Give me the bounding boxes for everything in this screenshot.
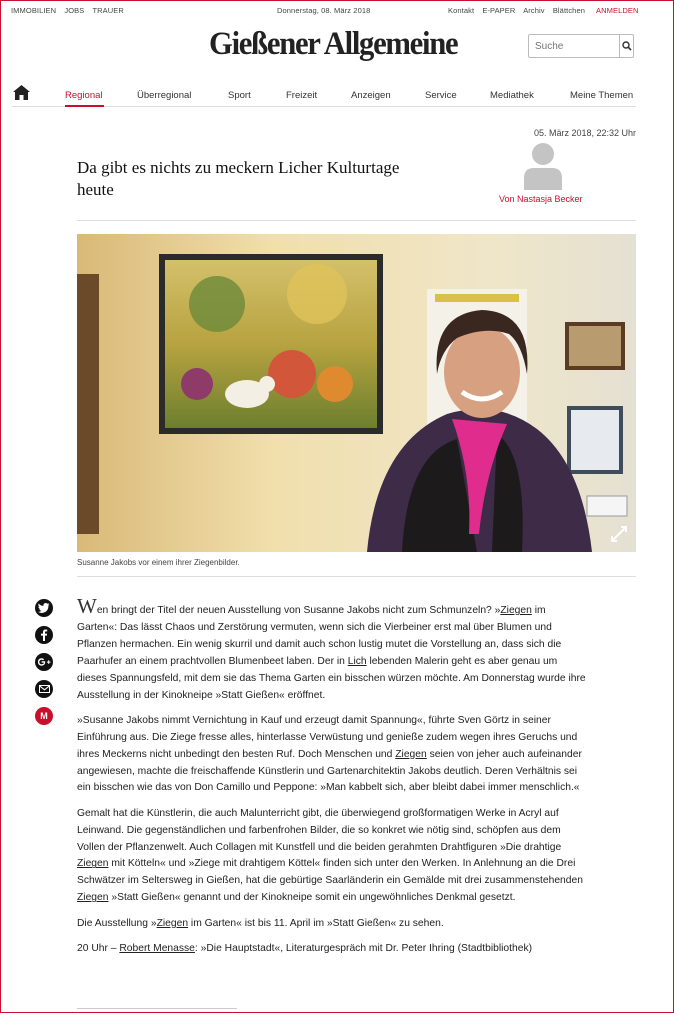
- link-immobilien[interactable]: IMMOBILIEN: [11, 6, 57, 15]
- email-icon[interactable]: [35, 680, 53, 698]
- login-link[interactable]: ANMELDEN: [596, 6, 639, 15]
- article-datetime: 05. März 2018, 22:32 Uhr: [533, 128, 636, 138]
- article-photo[interactable]: [77, 234, 636, 552]
- nav-item-mediathek[interactable]: Mediathek: [490, 90, 534, 101]
- link-robert-menasse[interactable]: Robert Menasse: [119, 942, 195, 954]
- link-archiv[interactable]: Archiv: [523, 6, 545, 15]
- text: im Garten« ist bis 11. April im »Statt Gießen« zu sehen.: [188, 917, 444, 929]
- search-input[interactable]: [529, 35, 619, 57]
- photo-caption: Susanne Jakobs vor einem ihrer Ziegenbilder.: [77, 558, 240, 567]
- link-lich[interactable]: Lich: [347, 655, 367, 667]
- link-blaettchen[interactable]: Blättchen: [552, 6, 585, 15]
- link-epaper[interactable]: E-PAPER: [482, 6, 516, 15]
- article-title: Da gibt es nichts zu meckern Licher Kulturtage heute: [77, 158, 400, 199]
- paragraph: [77, 941, 587, 958]
- paragraph: [77, 806, 587, 907]
- link-jobs[interactable]: JOBS: [64, 6, 85, 15]
- text: mit Kötteln« und »Ziege mit drahtigem Köttel« finden sich unter den Werken. In Anlehnung an die Drei Schwätzer im Seltersweg in Gießen, hat die gebürtige Saarländerin ein Gemälde mit drei zusammenstehenden: [77, 858, 583, 887]
- text: en bringt der Titel der neuen Ausstellung von Susanne Jakobs nicht zum Schmunzeln? »: [96, 605, 501, 616]
- paragraph: [77, 594, 587, 704]
- text: im Garten«: Das lässt Chaos und Zerstörung vermuten, wenn sich die Vierbeiner erst mal über Blumen und Pflanzen hermachen. Ein wenig skurril und damit auch schon lustig mutet die Vorstellung an, dass sich die Paarhufer an einem prachtvollen Blumenbeet laben. Der in: [77, 605, 562, 667]
- facebook-icon[interactable]: [35, 626, 53, 644]
- text: seien von jeher auch aufeinander angewiesen, machte die freischaffende Künstlerin und Gartenarchitektin Jakobs deutlich. Deren Verhältnis sei ein bisschen wie das von Don Camillo und Peppone: »Man kabbelt sich, aber bleibt dabei immer menschlich.«: [77, 748, 582, 794]
- google-plus-icon[interactable]: [35, 653, 53, 671]
- link-trauer[interactable]: TRAUER: [92, 6, 124, 15]
- top-date: Donnerstag, 08. März 2018: [277, 6, 371, 15]
- divider: [77, 576, 636, 577]
- m-icon[interactable]: M: [35, 707, 53, 725]
- text: 20 Uhr –: [77, 942, 120, 954]
- top-left-links: [11, 6, 130, 15]
- paragraph: [77, 713, 587, 798]
- link-ziegen[interactable]: Ziegen: [156, 917, 189, 929]
- paragraph: [77, 916, 587, 933]
- nav-item-anzeigen[interactable]: Anzeigen: [351, 90, 391, 101]
- divider: [77, 1008, 237, 1009]
- twitter-icon[interactable]: [35, 599, 53, 617]
- text: lebenden Malerin geht es aber genau um dieses Spannungsfeld, mit dem sie das Thema Garten ein bisschen würzen möchte. Am Donnerstag wurde ihre Ausstellung in der Kinokneipe »Statt Gießen« eröffnet.: [77, 655, 586, 701]
- search-box: [528, 34, 634, 58]
- nav-item-freizeit[interactable]: Freizeit: [286, 90, 318, 101]
- nav-active-indicator: [65, 105, 104, 107]
- nav-item-ueberregional[interactable]: Überregional: [137, 90, 192, 101]
- article-author[interactable]: Von Nastasja Becker: [499, 194, 583, 204]
- top-right-links: [448, 6, 591, 15]
- nav-item-service[interactable]: Service: [425, 90, 457, 101]
- author-avatar-icon: [524, 142, 562, 190]
- link-ziegen[interactable]: Ziegen: [77, 858, 109, 870]
- social-share: [35, 599, 53, 734]
- text: Gemalt hat die Künstlerin, die auch Malunterricht gibt, die überwiegend großformatigen Werke in Acryl auf Leinwand. Die gegenständlichen und farbenfrohen Bilder, die so konkret wie nötig sind, schöpfen aus dem Vollen der Pflanzenwelt. Auch Collagen mit Kunstfell und die beiden gerahmten Drahtfiguren »Die drahtige: [77, 807, 562, 853]
- link-kontakt[interactable]: Kontakt: [448, 6, 475, 15]
- link-ziegen[interactable]: Ziegen: [395, 748, 427, 760]
- text: »Statt Gießen« genannt und der Kinokneipe somit ein ungewöhnliches Denkmal gesetzt.: [108, 892, 516, 904]
- search-icon: [622, 41, 632, 51]
- main-nav: [12, 84, 636, 107]
- divider: [77, 220, 636, 221]
- home-icon[interactable]: [12, 84, 31, 101]
- dropcap: W: [77, 594, 97, 618]
- text: »Susanne Jakobs nimmt Vernichtung in Kauf und erzeugt damit Spannung«, führte Sven Görtz in seiner Einführung aus. Die Ziege fresse alles, hinterlasse Verwüstung und genieße zudem wegen ihres Geruchs und ihres Meckerns nicht unbedingt den besten Ruf. Doch Menschen und: [77, 714, 578, 760]
- nav-item-regional[interactable]: Regional: [65, 90, 103, 101]
- text: Die Ausstellung »: [77, 917, 157, 929]
- link-ziegen[interactable]: Ziegen: [500, 605, 532, 616]
- article-body: [77, 594, 587, 966]
- photo-illustration: [77, 234, 636, 552]
- link-ziegen[interactable]: Ziegen: [77, 892, 109, 904]
- site-logo[interactable]: Gießener Allgemeine: [209, 26, 458, 62]
- nav-item-meine-themen[interactable]: Meine Themen: [570, 90, 634, 101]
- search-button[interactable]: [619, 35, 633, 57]
- nav-item-sport[interactable]: Sport: [228, 90, 251, 101]
- text: : »Die Hauptstadt«, Literaturgespräch mit Dr. Peter Ihring (Stadtbibliothek): [194, 942, 533, 954]
